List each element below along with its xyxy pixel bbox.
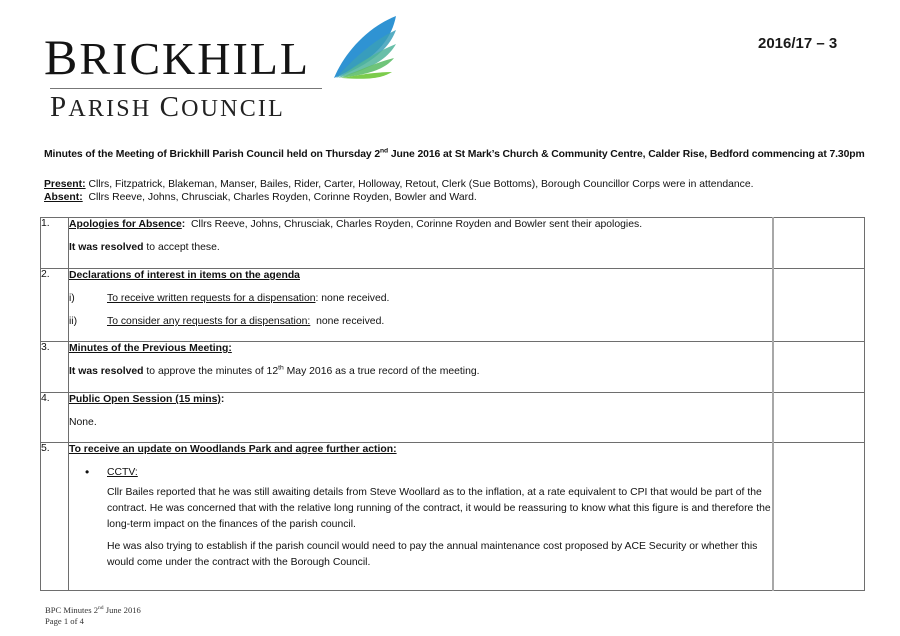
bullet-label: CCTV:	[107, 467, 138, 478]
resolution-bold: It was resolved	[69, 366, 144, 377]
action-cell	[773, 218, 865, 269]
sub-item	[69, 292, 772, 305]
logo-sub-initial-1: P	[50, 91, 69, 123]
logo-title-initial: B	[44, 29, 80, 85]
sub-item-label: To consider any requests for a dispensation:	[107, 316, 311, 327]
item-body	[69, 269, 773, 342]
item-title-line	[69, 342, 772, 355]
footer-text: BPC Minutes 2	[45, 605, 99, 615]
sub-item-label: To receive written requests for a dispensation	[107, 293, 316, 304]
resolution-sup: th	[278, 364, 284, 372]
footer-text-rest: June 2016	[103, 605, 141, 615]
wing-leaf-icon	[330, 14, 400, 82]
sub-item-numeral: i)	[69, 293, 75, 304]
resolution-bold: It was resolved	[69, 242, 144, 253]
footer-title	[45, 605, 141, 616]
heading-text-rest: June 2016 at St Mark’s Church & Community Centre, Calder Rise, Bedford commencing at 7.30pm	[388, 149, 865, 160]
present-label: Present:	[44, 179, 86, 190]
item-title: Public Open Session (15 mins)	[69, 394, 221, 405]
item-number: 3.	[41, 342, 69, 393]
table-row	[41, 443, 865, 591]
logo-subtitle	[50, 93, 285, 122]
item-number: 1.	[41, 218, 69, 269]
resolution-text-rest: May 2016 as a true record of the meeting.	[283, 366, 480, 377]
action-cell	[773, 393, 865, 443]
item-title: Minutes of the Previous Meeting:	[69, 343, 232, 354]
item-title-suffix: :	[220, 394, 225, 405]
page-number: Page 1 of 4	[45, 615, 84, 626]
bullet-item	[85, 466, 772, 479]
item-title-line	[69, 269, 772, 282]
logo-title-rest: RICKHILL	[79, 33, 310, 84]
item-title: Declarations of interest in items on the agenda	[69, 270, 300, 281]
brickhill-parish-council-logo	[44, 14, 404, 124]
absent-label: Absent:	[44, 192, 83, 203]
document-reference: 2016/17 – 3	[758, 35, 838, 52]
heading-text: Minutes of the Meeting of Brickhill Parish Council held on Thursday 2	[44, 149, 381, 160]
action-cell	[773, 443, 865, 591]
item-title-line	[69, 218, 772, 231]
sub-item-text: none received.	[310, 316, 385, 327]
paragraph: Cllr Bailes reported that he was still awaiting details from Steve Woollard as to the inflation, at a rate equivalent to CPI that would be part of the contract. He was concerned that with the relative long running of the contract, it would be reassuring to know what this figure is and therefore the long-term impact on the finances of the parish council.	[107, 487, 771, 530]
item-body	[69, 443, 773, 591]
item-title: Apologies for Absence	[69, 219, 182, 230]
action-cell	[773, 269, 865, 342]
heading-sup: nd	[380, 147, 389, 155]
paragraph: He was also trying to establish if the parish council would need to pay the annual maintenance cost proposed by ACE Security or whether this would come under the contract with the Borough Council.	[107, 541, 758, 568]
item-title-line	[69, 443, 772, 456]
item-body	[69, 218, 773, 269]
item-title-line	[69, 393, 772, 406]
item-title: To receive an update on Woodlands Park and agree further action:	[69, 444, 397, 455]
absent-text: Cllrs Reeve, Johns, Chrusciak, Charles Royden, Corinne Royden, Bowler and Ward.	[82, 192, 477, 203]
resolution-line	[69, 365, 772, 378]
item-number: 4.	[41, 393, 69, 443]
resolution-text: to approve the minutes of 12	[143, 366, 279, 377]
logo-title	[44, 29, 310, 85]
sub-item-text: : none received.	[315, 293, 390, 304]
page-footer	[45, 605, 141, 626]
logo-sub-initial-2: C	[159, 91, 182, 123]
table-row	[41, 269, 865, 342]
item-title-rest: Cllrs Reeve, Johns, Chrusciak, Charles Royden, Corinne Royden and Bowler sent their apologies.	[185, 219, 643, 230]
logo-sub-rest-2: OUNCIL	[181, 96, 285, 122]
item-body	[69, 393, 773, 443]
minutes-heading	[44, 149, 865, 160]
table-row	[41, 218, 865, 269]
item-number: 2.	[41, 269, 69, 342]
table-row	[41, 342, 865, 393]
footer-sup: nd	[98, 605, 104, 612]
logo-sub-rest-1: ARISH	[68, 96, 160, 122]
item-title-suffix: :	[181, 219, 186, 230]
bullet-icon: •	[85, 465, 90, 479]
present-text: Cllrs, Fitzpatrick, Blakeman, Manser, Bailes, Rider, Carter, Holloway, Retout, Clerk (Sue Bottoms), Borough Councillor Corps were in attendance.	[85, 179, 754, 190]
item-number: 5.	[41, 443, 69, 591]
item-text: None.	[69, 417, 97, 428]
absent-line	[44, 192, 477, 203]
present-line	[44, 179, 754, 190]
sub-item-numeral: ii)	[69, 316, 78, 327]
action-cell	[773, 342, 865, 393]
resolution-text: to accept these.	[143, 242, 220, 253]
logo-divider	[50, 88, 322, 89]
table-row	[41, 393, 865, 443]
sub-item	[69, 315, 772, 328]
resolution-line	[69, 241, 772, 254]
minutes-table	[40, 217, 865, 591]
item-body	[69, 342, 773, 393]
